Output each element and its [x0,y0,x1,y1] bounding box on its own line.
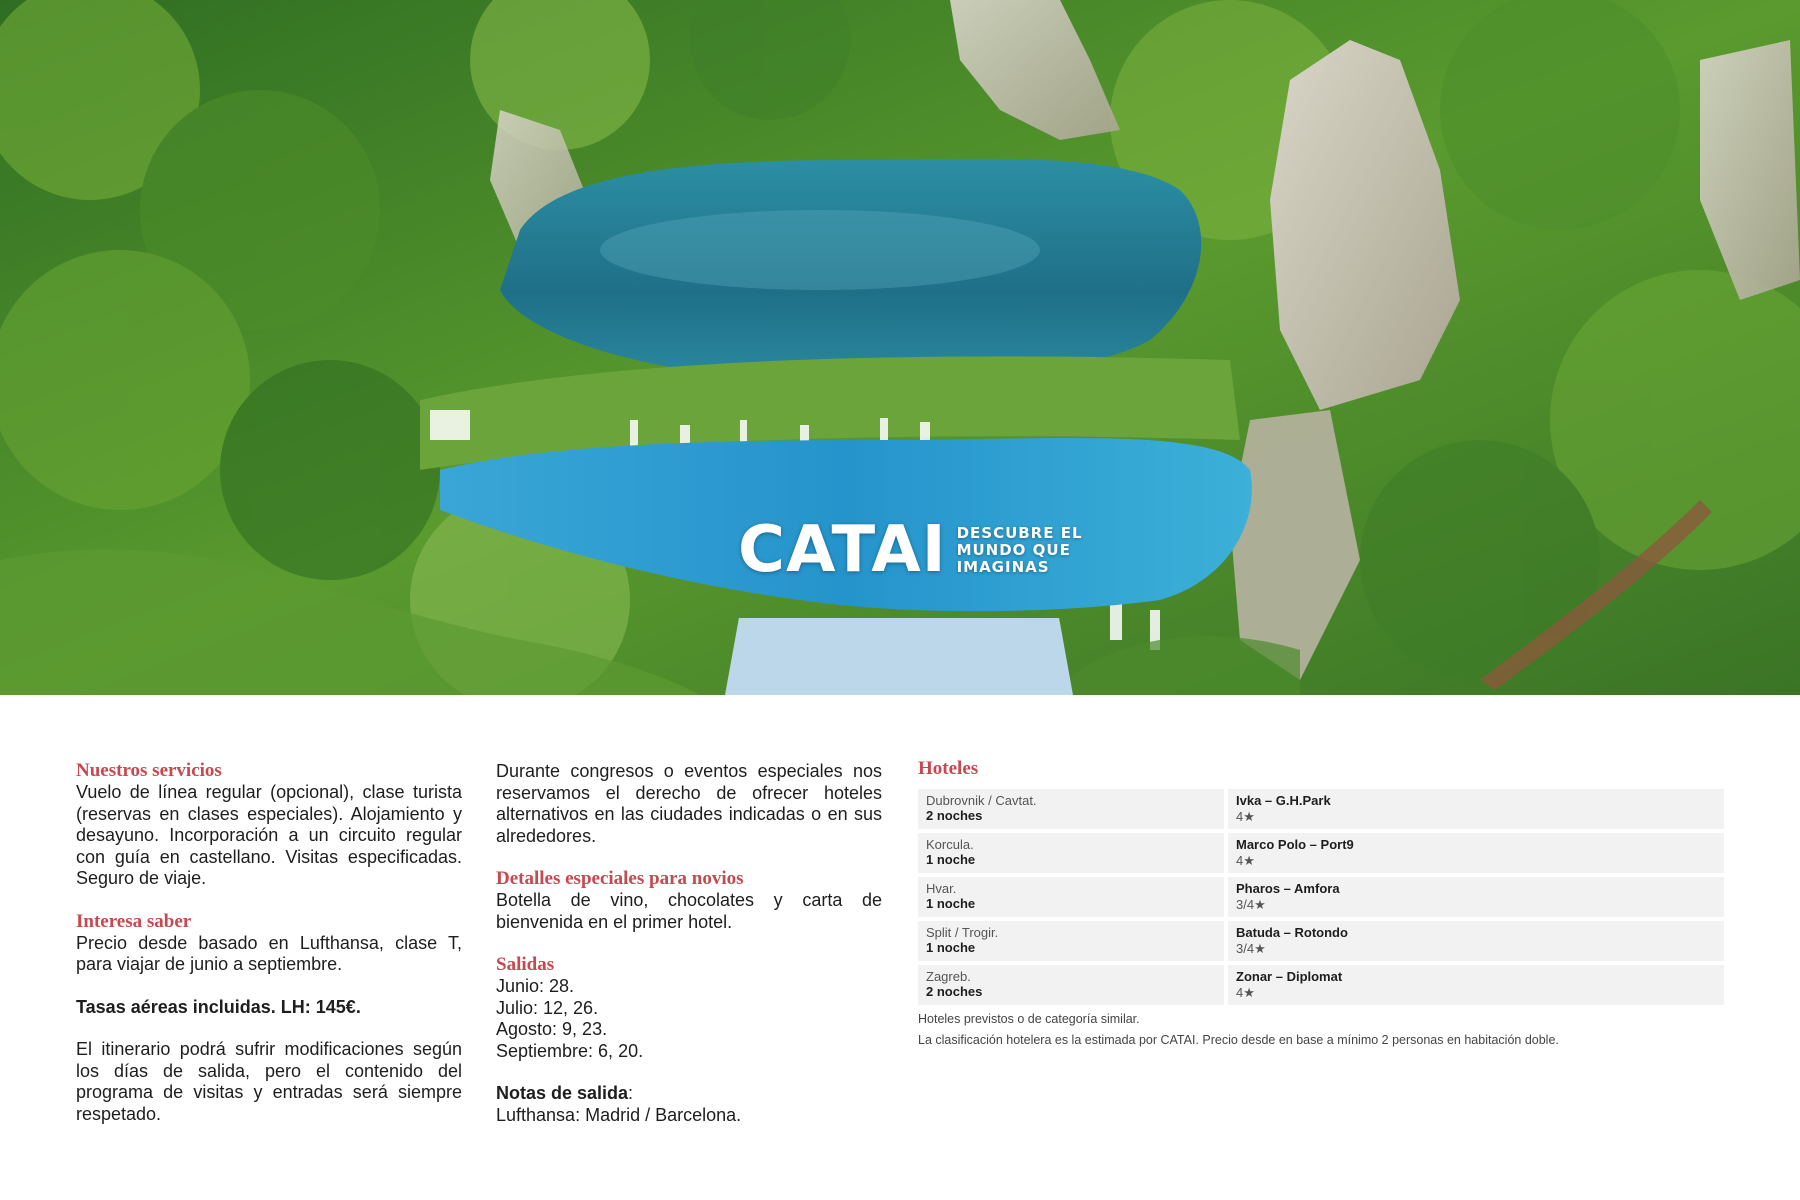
hotel-cell [1228,965,1724,1005]
note-categoria: Hoteles previstos o de categoría similar. [918,1012,1140,1026]
brand-wordmark: CATAI [738,513,947,587]
column-services [76,760,462,1125]
text-notas-salida: Lufthansa: Madrid / Barcelona. [496,1104,742,1125]
heading-novios: Detalles especiales para novios [496,868,744,889]
hotel-category: 4★ [1236,985,1255,1000]
hotel-cell [1228,877,1724,917]
city-name: Zagreb. [926,969,971,984]
notas-salida-heading [496,1083,882,1105]
column-details [496,761,882,1126]
column-hotels [918,758,1724,1051]
city-name: Split / Trogir. [926,925,999,940]
table-row [918,789,1724,829]
table-row [918,877,1724,917]
notas-title: Notas de salida [496,1083,629,1103]
text-tasas: Tasas aéreas incluidas. LH: 145€. [76,996,361,1017]
hotel-category: 4★ [1236,853,1255,868]
hotel-category: 3/4★ [1236,897,1266,912]
city-cell [918,877,1224,917]
text-itinerario: El itinerario podrá sufrir modificaciones según los días de salida, pero el contenido del programa de visitas y entradas será siempre respetado. [76,1039,462,1124]
nights: 2 noches [926,808,983,823]
hotel-name: Zonar – Diplomat [1236,969,1343,984]
city-cell [918,965,1224,1005]
brand-tagline [957,525,1083,576]
hotel-name: Marco Polo – Port9 [1236,837,1354,852]
salida-item: Junio: 28. [496,976,575,996]
hotel-name: Ivka – G.H.Park [1236,793,1331,808]
catai-logo [738,515,1083,585]
hotel-cell [1228,833,1724,873]
tagline-line: MUNDO QUE [956,540,1071,559]
heading-interesa-saber: Interesa saber [76,910,192,932]
tagline-line: DESCUBRE EL [956,523,1083,542]
table-row [918,921,1724,961]
heading-salidas: Salidas [496,954,555,975]
hotel-cell [1228,789,1724,829]
nights: 1 noche [926,852,976,867]
city-name: Hvar. [926,881,957,896]
city-cell [918,921,1224,961]
nights: 2 noches [926,984,983,999]
city-cell [918,789,1224,829]
hero-tab-shape [725,618,1073,695]
hotel-name: Batuda – Rotondo [1236,925,1348,940]
city-name: Korcula. [926,837,974,852]
tagline-line: IMAGINAS [956,557,1050,576]
hotel-category: 3/4★ [1236,941,1266,956]
hotel-cell [1228,921,1724,961]
heading-hoteles: Hoteles [918,758,979,779]
city-cell [918,833,1224,873]
salida-item: Agosto: 9, 23. [496,1019,608,1039]
city-name: Dubrovnik / Cavtat. [926,793,1037,808]
hotel-notes [918,1009,1724,1051]
text-interesa-saber: Precio desde basado en Lufthansa, clase T, para viajar de junio a septiembre. [76,932,462,974]
text-servicios: Vuelo de línea regular (opcional), clase turista (reservas en clases especiales). Alojamiento y desayuno. Incorporación a un circuito regular con guía en castellano. Visitas especificadas. Seguro de viaje. [76,782,462,888]
heading-servicios: Nuestros servicios [76,760,222,781]
hotels-table [918,789,1724,1005]
hotel-category: 4★ [1236,809,1255,824]
hotel-name: Pharos – Amfora [1236,881,1340,896]
table-row [918,965,1724,1005]
text-novios: Botella de vino, chocolates y carta de bienvenida en el primer hotel. [496,890,882,932]
nights: 1 noche [926,896,976,911]
notas-colon: : [628,1083,634,1103]
text-congresos: Durante congresos o eventos especiales nos reservamos el derecho de ofrecer hoteles alternativos en las ciudades indicadas o en sus alrededores. [496,761,882,846]
table-row [918,833,1724,873]
nights: 1 noche [926,940,976,955]
salida-item: Julio: 12, 26. [496,997,599,1018]
note-clasificacion: La clasificación hotelera es la estimada por CATAI. Precio desde en base a mínimo 2 personas en habitación doble. [918,1033,1559,1047]
salida-item: Septiembre: 6, 20. [496,1040,644,1061]
